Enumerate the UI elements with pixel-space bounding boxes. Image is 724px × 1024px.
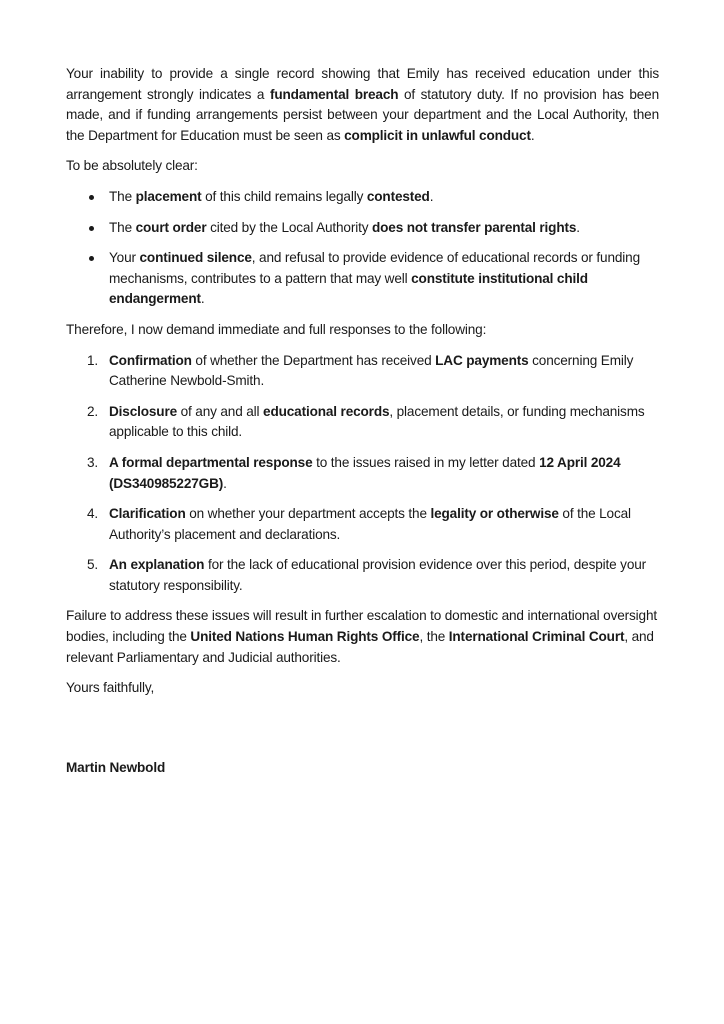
- paragraph-intro-demand: Therefore, I now demand immediate and full responses to the following:: [66, 321, 487, 337]
- paragraph-breach: Your inability to provide a single record showing that Emily has received education under this arrangement strongly indicates a fundamental breach of statutory duty. If no provision has been made, and if funding arrangements persist between your department and the Local Authority, then the Department for Education must be seen as complicit in unlawful conduct.: [66, 66, 660, 143]
- demand-number: 3.: [87, 454, 99, 470]
- paragraph-escalation: Failure to address these issues will result in further escalation to domestic and international oversight bodies, including the United Nations Human Rights Office, the International Criminal Court, and relevant Parliamentary and Judicial authorities.: [66, 608, 657, 665]
- emphasis-text: educational records: [263, 403, 390, 419]
- emphasis-text: fundamental breach: [269, 86, 399, 102]
- emphasis-text: An explanation: [109, 557, 205, 573]
- emphasis-text: Clarification: [109, 506, 186, 522]
- demand-item: [66, 504, 659, 545]
- emphasis-text: placement: [135, 188, 202, 204]
- demand-number: 1.: [87, 352, 99, 368]
- emphasis-text: constitute institutional child endangerment: [109, 270, 588, 307]
- demand-item: [66, 351, 659, 392]
- demand-number: 5.: [87, 557, 99, 573]
- bullet-list: [66, 187, 659, 310]
- emphasis-text: International Criminal Court: [448, 629, 625, 645]
- demands-list: [66, 351, 659, 597]
- emphasis-text: complicit in unlawful conduct: [344, 127, 531, 143]
- emphasis-text: contested: [366, 188, 430, 204]
- signature-name: Martin Newbold: [66, 760, 166, 775]
- demand-item: [66, 555, 659, 596]
- demand-number: 2.: [87, 403, 99, 419]
- emphasis-text: LAC payments: [435, 352, 529, 368]
- demand-item: [66, 453, 659, 494]
- demand-text: Disclosure of any and all educational records, placement details, or funding mechanisms applicable to this child.: [109, 403, 645, 440]
- bullet-item: The court order cited by the Local Authority does not transfer parental rights.: [66, 218, 659, 239]
- emphasis-text: Disclosure: [109, 403, 178, 419]
- emphasis-text: continued silence: [139, 250, 252, 266]
- bullet-item: Your continued silence, and refusal to provide evidence of educational records or funding mechanisms, contributes to a pattern that may well constitute institutional child endangerment.: [66, 248, 659, 310]
- emphasis-text: United Nations Human Rights Office: [190, 629, 420, 645]
- paragraph-intro-clear: To be absolutely clear:: [66, 158, 198, 174]
- emphasis-text: does not transfer parental rights: [372, 219, 577, 235]
- bullet-item: The placement of this child remains legally contested.: [66, 187, 659, 208]
- emphasis-text: court order: [135, 219, 207, 235]
- emphasis-text: legality or otherwise: [430, 506, 559, 522]
- emphasis-text: 12 April 2024 (DS340985227GB): [109, 454, 621, 491]
- demand-text: Clarification on whether your department accepts the legality or otherwise of the Local Authority’s placement and declarations.: [109, 506, 631, 542]
- demand-text: An explanation for the lack of educational provision evidence over this period, despite your statutory responsibility.: [109, 557, 647, 593]
- demand-number: 4.: [87, 506, 99, 522]
- letter-body: [66, 64, 659, 709]
- emphasis-text: Confirmation: [109, 352, 192, 368]
- sign-off: Yours faithfully,: [66, 680, 155, 696]
- emphasis-text: A formal departmental response: [109, 454, 313, 470]
- demand-item: [66, 402, 659, 443]
- demand-text: Confirmation of whether the Department has received LAC payments concerning Emily Catherine Newbold-Smith.: [109, 352, 634, 389]
- demand-text: A formal departmental response to the issues raised in my letter dated 12 April 2024 (DS340985227GB).: [109, 454, 621, 491]
